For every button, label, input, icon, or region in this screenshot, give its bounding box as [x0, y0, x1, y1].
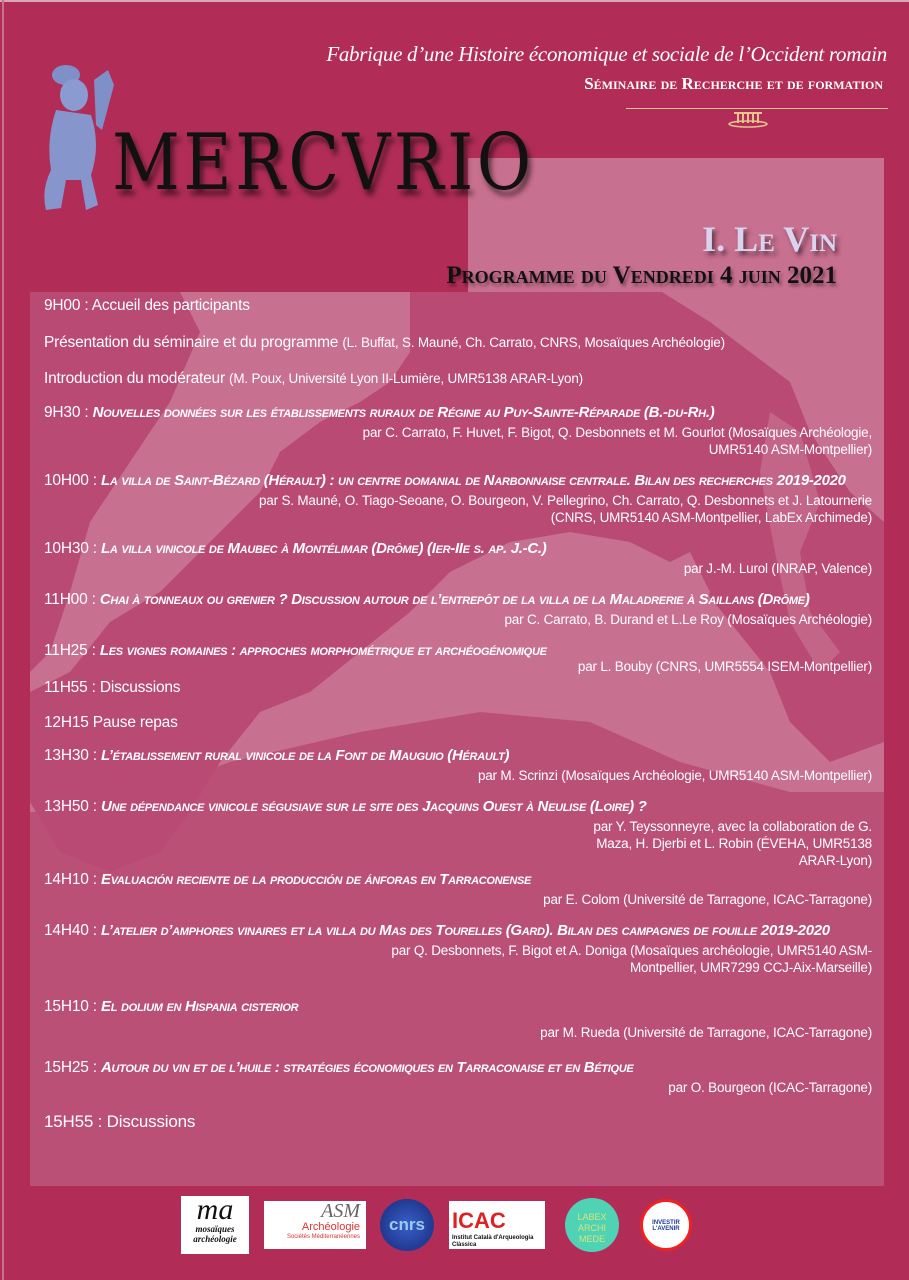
- talk-title: L’atelier d’amphores vinaires et la villa du Mas des Tourelles (Gard). Bilan des campagnes de fouille 2019-2020: [101, 922, 830, 939]
- item-text: Accueil des participants: [91, 297, 250, 314]
- program-item: [44, 472, 872, 526]
- program-item: [44, 370, 872, 388]
- logo-mark: ASM: [321, 1200, 360, 1222]
- series-subtitle: Fabrique d’une Histoire économique et sociale de l’Occident romain: [326, 42, 887, 66]
- program-item: [44, 334, 872, 352]
- item-note: (M. Poux, Université Lyon II-Lumière, UMR5138 ARAR-Lyon): [229, 371, 583, 386]
- program-item: [44, 297, 872, 315]
- mercvrio-logo-title: MERCVRIO: [112, 118, 535, 208]
- logo-mark: ICAC: [452, 1208, 506, 1233]
- program-item: [44, 1113, 872, 1131]
- time: 9H00 :: [44, 297, 92, 314]
- talk-authors: par M. Scrinzi (Mosaïques Archéologie, UMR5140 ASM-Montpellier): [477, 768, 872, 783]
- talk-title: Une dépendance vinicole ségusiave sur le site des Jacquins Ouest à Neulise (Loire) ?: [101, 798, 647, 815]
- item-text: Introduction du modérateur: [44, 370, 230, 387]
- talk-authors: par L. Bouby (CNRS, UMR5554 ISEM-Montpellier): [577, 659, 872, 674]
- partner-logos: [0, 1193, 909, 1256]
- logo-mosaiques-archeologie: [181, 1193, 249, 1254]
- logo-text: mosaïques archéologie: [193, 1224, 237, 1244]
- talk-title: La villa vinicole de Maubec à Montélimar (Drôme) (Ier-IIe s. ap. J.-C.): [101, 540, 547, 557]
- program-item: [44, 714, 872, 732]
- item-text: Discussions: [99, 679, 181, 696]
- time: 14H40 :: [44, 922, 101, 939]
- time: 12H15: [44, 714, 93, 731]
- program-item: [44, 747, 872, 784]
- logo-investir-avenir: INVESTIR L'AVENIR: [640, 1199, 692, 1251]
- time: 10H30 :: [44, 540, 101, 557]
- program-item: [44, 642, 872, 675]
- time: 11H25 :: [44, 642, 100, 659]
- programme-date: Programme du Vendredi 4 juin 2021: [446, 262, 837, 289]
- talk-title: Evaluación reciente de la producción de ánforas en Tarraconense: [101, 871, 532, 888]
- talk-authors: par C. Carrato, F. Huvet, F. Bigot, Q. Desbonnets et M. Gourlot (Mosaïques Archéologie, UMR5140 ASM-Montpellier): [362, 425, 872, 457]
- edition-title: I. Le Vin: [702, 219, 837, 259]
- time: 14H10 :: [44, 871, 101, 888]
- time: 13H50 :: [44, 798, 101, 815]
- program-item: [44, 798, 872, 869]
- top-border: [0, 0, 909, 2]
- talk-title: La villa de Saint-Bézard (Hérault) : un centre domanial de Narbonnaise centrale. Bilan des recherches 2019-2020: [101, 472, 846, 489]
- logo-cnrs: cnrs: [380, 1199, 434, 1251]
- talk-title: Chai à tonneaux ou grenier ? Discussion autour de l’entrepôt de la villa de la Maladrerie à Saillans (Drôme): [99, 591, 810, 608]
- logo-text: Institut Català d'Arqueologia Clàssica: [452, 1235, 534, 1248]
- talk-authors: par J.-M. Lurol (INRAP, Valence): [683, 561, 872, 576]
- divider: [626, 108, 888, 109]
- item-text: Présentation du séminaire et du programme: [44, 334, 343, 351]
- time: 10H00 :: [44, 472, 101, 489]
- program-list: [44, 297, 872, 1131]
- program-item: [44, 1059, 872, 1096]
- program-item: [44, 591, 872, 628]
- talk-title: Les vignes romaines : approches morphométrique et archéogénomique: [99, 642, 547, 659]
- logo-mark: ma: [196, 1193, 234, 1226]
- item-note: (L. Buffat, S. Mauné, Ch. Carrato, CNRS, Mosaïques Archéologie): [342, 335, 725, 350]
- talk-title: El dolium en Hispania cisterior: [101, 998, 299, 1015]
- time: 15H10 :: [44, 998, 101, 1015]
- logo-asm: [264, 1201, 366, 1249]
- seminar-label: Séminaire de Recherche et de formation: [584, 74, 883, 93]
- column-capital-icon: [728, 110, 768, 128]
- program-item: [44, 871, 872, 908]
- time: 11H55 :: [44, 679, 100, 696]
- time: 11H00 :: [44, 591, 100, 608]
- program-item: [44, 922, 872, 976]
- program-item: [44, 540, 872, 577]
- talk-title: Nouvelles données sur les établissements ruraux de Régine au Puy-Sainte-Réparade (B.-du-Rh.): [92, 404, 715, 421]
- time: 9H30 :: [44, 404, 93, 421]
- item-text: Pause repas: [92, 714, 178, 731]
- talk-authors: par Y. Teyssonneyre, avec la collaboration de G. Maza, H. Djerbi et L. Robin (ÉVEHA, UMR5138 ARAR-Lyon): [593, 819, 872, 868]
- program-item: [44, 679, 872, 697]
- talk-title: L’établissement rural vinicole de la Font de Mauguio (Hérault): [101, 747, 510, 764]
- talk-title: Autour du vin et de l’huile : stratégies économiques en Tarraconaise et en Bétique: [101, 1059, 634, 1076]
- talk-authors: par M. Rueda (Université de Tarragone, ICAC-Tarragone): [540, 1025, 872, 1040]
- time: 15H25 :: [44, 1059, 101, 1076]
- logo-icac: [449, 1201, 545, 1249]
- left-border: [2, 0, 4, 1280]
- talk-authors: par O. Bourgeon (ICAC-Tarragone): [668, 1080, 872, 1095]
- talk-authors: par E. Colom (Université de Tarragone, ICAC-Tarragone): [543, 892, 872, 907]
- item-text: Discussions: [106, 1112, 196, 1131]
- talk-authors: par Q. Desbonnets, F. Bigot et A. Doniga (Mosaïques archéologie, UMR5140 ASM-Montpellier, UMR7299 CCJ-Aix-Marseille): [391, 943, 872, 975]
- time: 15H55 :: [44, 1112, 107, 1131]
- logo-text: Archéologie: [301, 1221, 360, 1233]
- logo-labex-archimede: LABEX ARCHI MEDE: [565, 1198, 619, 1252]
- talk-authors: par C. Carrato, B. Durand et L.Le Roy (Mosaïques Archéologie): [504, 612, 872, 627]
- talk-authors: par S. Mauné, O. Tiago-Seoane, O. Bourgeon, V. Pellegrino, Ch. Carrato, Q. Desbonnets et J. Latournerie (CNRS, UMR5140 ASM-Montpellier, LabEx Archimede): [258, 493, 872, 525]
- program-item: [44, 998, 872, 1041]
- program-item: [44, 404, 872, 458]
- time: 13H30 :: [44, 747, 101, 764]
- logo-text: Sociétés Méditerranéennes: [286, 1234, 360, 1240]
